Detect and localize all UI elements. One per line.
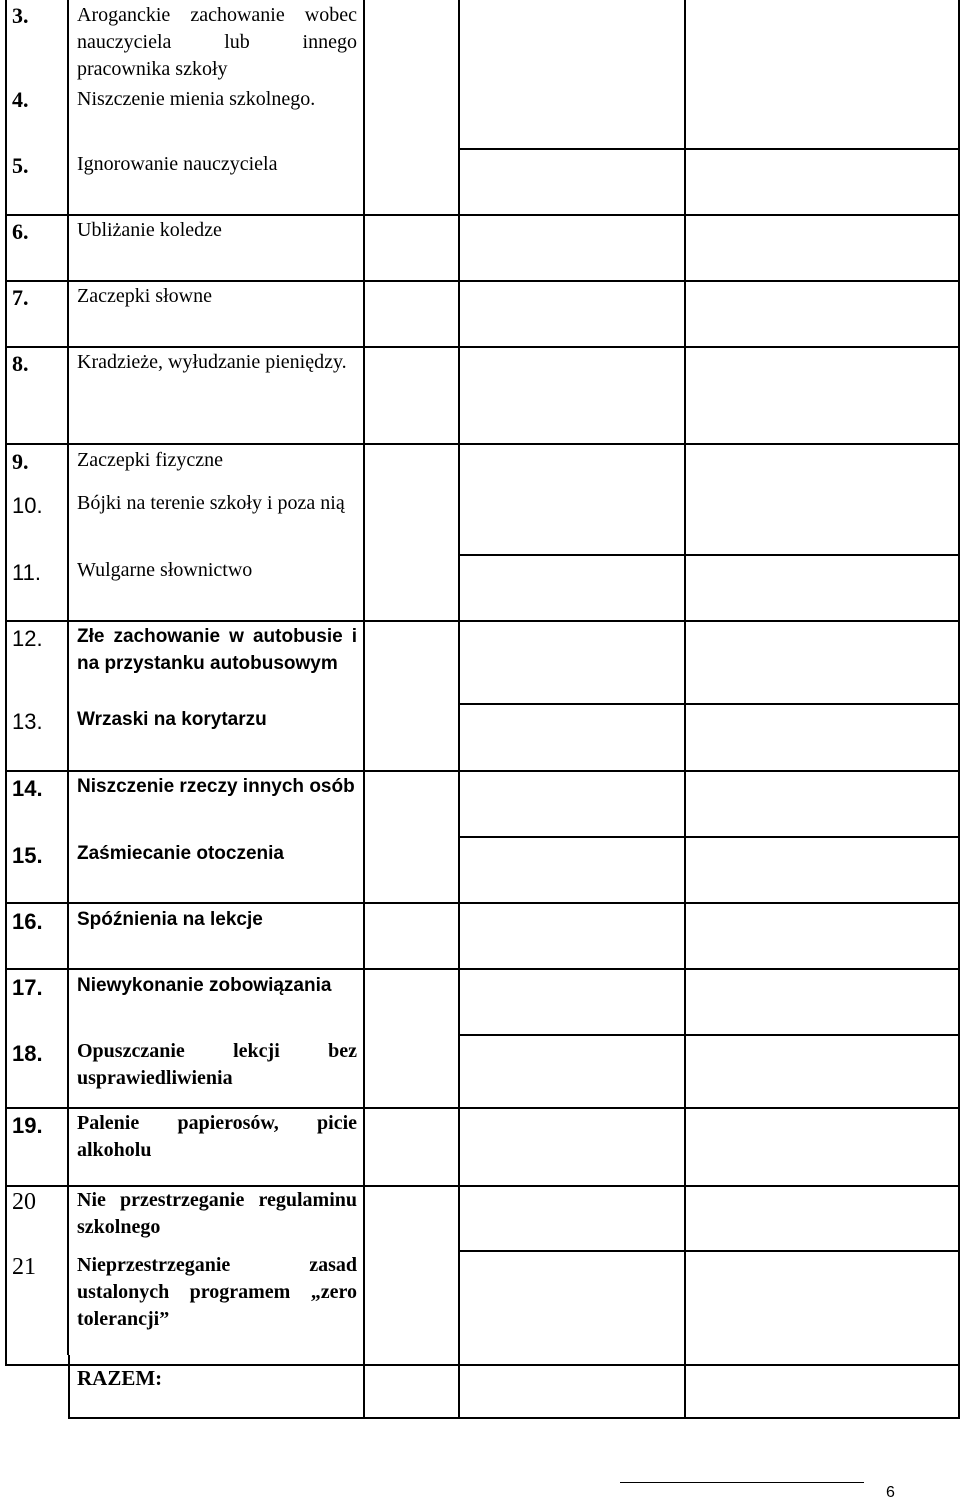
- row-description: Niszczenie rzeczy innych osób: [77, 776, 355, 797]
- grid-line: [5, 280, 960, 282]
- row-description: Palenie papierosów, picie alkoholu: [77, 1112, 357, 1161]
- row-description: Niewykonanie zobowiązania: [77, 975, 332, 996]
- grid-line: [458, 836, 960, 838]
- row-description: Nie przestrzeganie regulaminu szkolnego: [77, 1189, 357, 1238]
- row-description: Kradzieże, wyłudzanie pieniędzy.: [77, 351, 347, 373]
- grid-line: [684, 0, 686, 1419]
- row-number: 18.: [12, 1041, 43, 1066]
- grid-line: [458, 1250, 960, 1252]
- grid-line: [5, 620, 960, 622]
- grid-line: [458, 0, 460, 1419]
- footer-rule: [620, 1482, 864, 1483]
- row-description: Wrzaski na korytarzu: [77, 709, 267, 730]
- row-number: 5.: [12, 153, 29, 178]
- grid-line: [458, 554, 960, 556]
- row-number: 17.: [12, 975, 43, 1000]
- row-description: Niszczenie mienia szkolnego.: [77, 88, 316, 110]
- row-description: Zaczepki fizyczne: [77, 449, 224, 471]
- row-number: 16.: [12, 909, 43, 934]
- row-description: Spóźnienia na lekcje: [77, 909, 263, 930]
- grid-line: [458, 703, 960, 705]
- grid-line: [5, 443, 960, 445]
- row-description: Wulgarne słownictwo: [77, 559, 253, 581]
- grid-line: [363, 0, 365, 1419]
- grid-line: [5, 968, 960, 970]
- row-number: 19.: [12, 1113, 43, 1138]
- row-number: 14.: [12, 776, 43, 801]
- row-number: 15.: [12, 843, 43, 868]
- row-description: Aroganckie zachowanie wobec nauczyciela lub innego pracownika szkoły: [77, 4, 357, 80]
- grid-line: [68, 1417, 960, 1419]
- row-number: 3.: [12, 3, 29, 28]
- grid-line: [458, 1034, 960, 1036]
- grid-line: [5, 902, 960, 904]
- row-number: 7.: [12, 285, 29, 310]
- grid-line: [5, 1107, 960, 1109]
- grid-line: [5, 346, 960, 348]
- row-number: 21: [12, 1254, 36, 1280]
- row-description: Nieprzestrzeganie zasad ustalonych programem „zero tolerancji”: [77, 1254, 357, 1330]
- row-number: 10.: [12, 493, 43, 518]
- row-number: 6.: [12, 219, 29, 244]
- total-label: RAZEM:: [77, 1366, 163, 1390]
- row-number: 8.: [12, 351, 29, 376]
- row-number: 4.: [12, 87, 29, 112]
- row-number: 12.: [12, 626, 43, 651]
- row-number: 9.: [12, 449, 29, 474]
- row-description: Ubliżanie koledze: [77, 219, 222, 241]
- row-number: 11.: [12, 560, 41, 585]
- grid-line: [5, 770, 960, 772]
- row-number: 13.: [12, 709, 43, 734]
- grid-line: [67, 0, 69, 1355]
- row-description: Ignorowanie nauczyciela: [77, 153, 278, 175]
- page-number: 6: [886, 1484, 895, 1501]
- row-number: 20: [12, 1189, 36, 1215]
- row-description: Zaczepki słowne: [77, 285, 212, 307]
- row-description: Opuszczanie lekcji bez usprawiedliwienia: [77, 1040, 357, 1089]
- row-description: Bójki na terenie szkoły i poza nią: [77, 492, 345, 514]
- row-description: Złe zachowanie w autobusie i na przystanku autobusowym: [77, 626, 357, 674]
- grid-line: [5, 0, 7, 1366]
- grid-line: [5, 214, 960, 216]
- grid-line: [458, 148, 960, 150]
- row-description: Zaśmiecanie otoczenia: [77, 843, 284, 864]
